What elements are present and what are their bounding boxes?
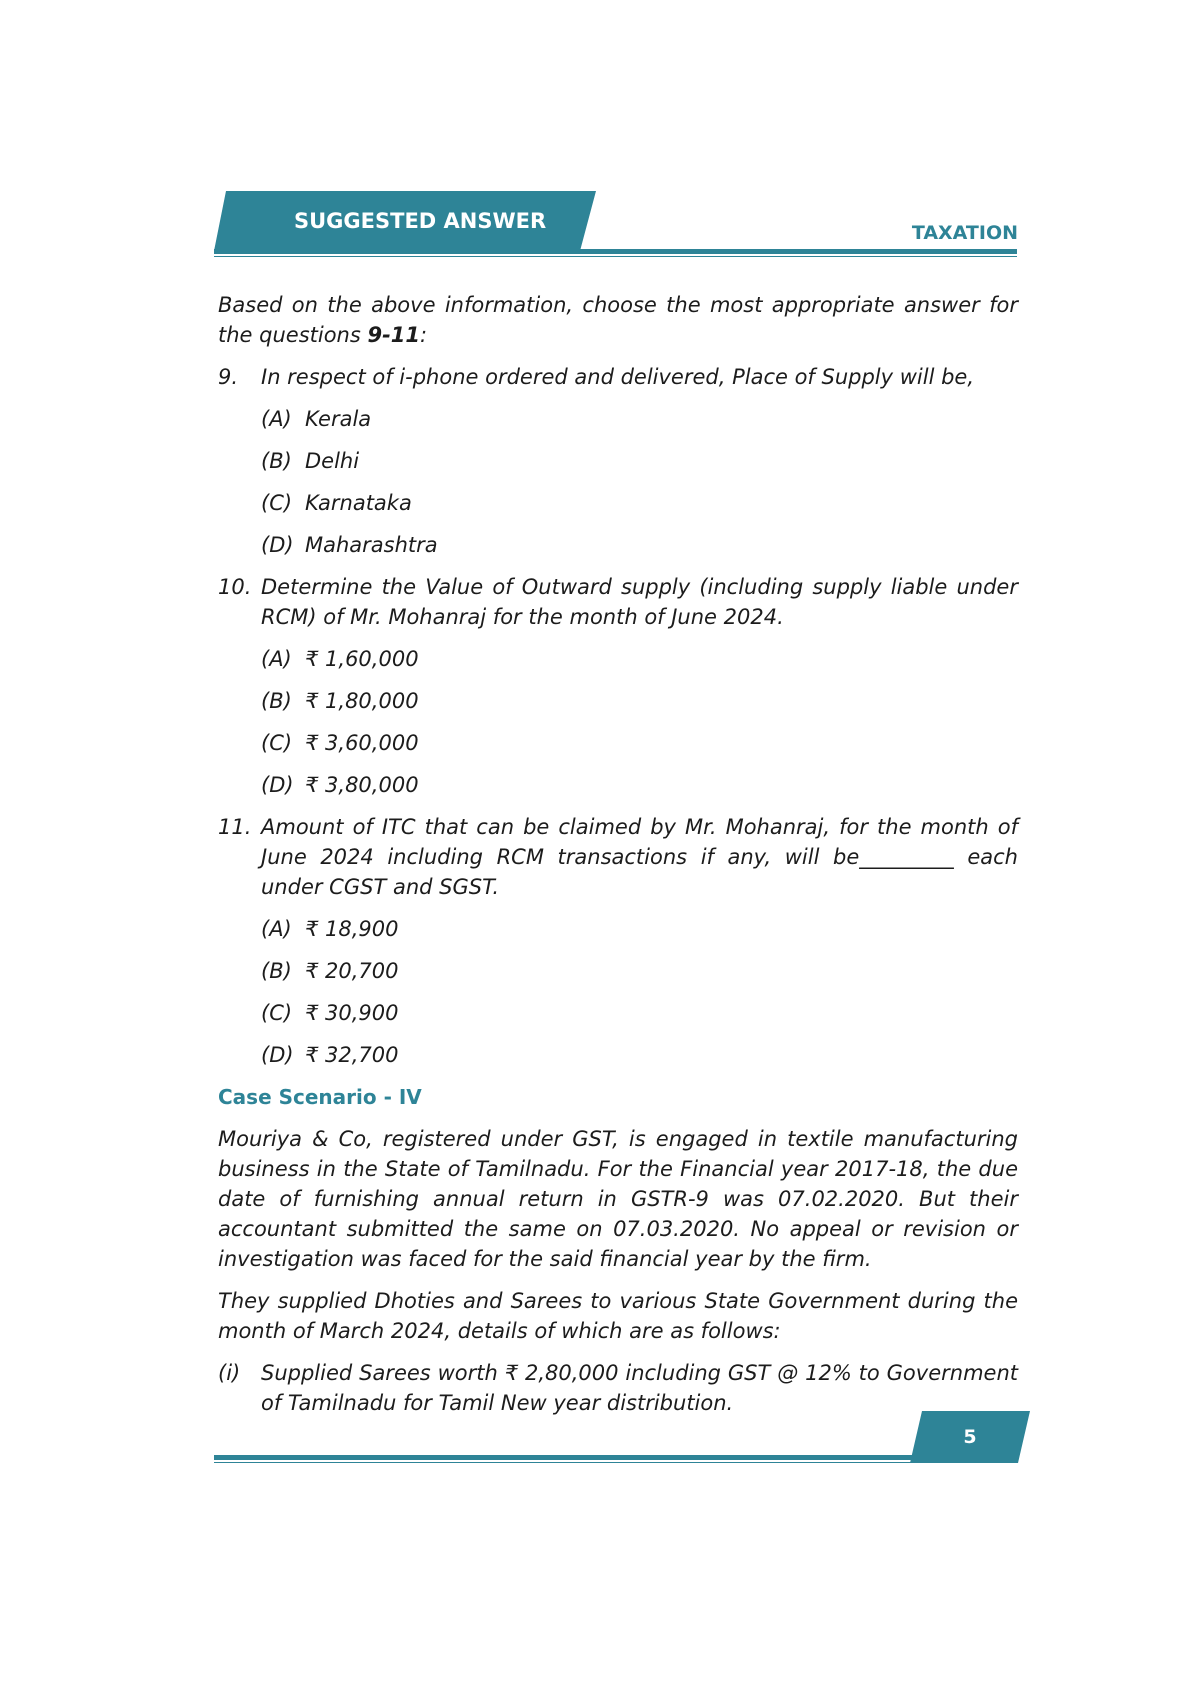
option-item: (A) ₹ 18,900	[261, 917, 399, 941]
question-10	[218, 572, 1018, 632]
question-11	[218, 812, 1018, 902]
option-item: (D) ₹ 32,700	[261, 1043, 399, 1067]
question-text: In respect of i-phone ordered and delivered, Place of Supply will be,	[261, 365, 975, 389]
case-scenario-heading: Case Scenario - IV	[218, 1085, 422, 1109]
footer-rule-thin	[214, 1462, 1017, 1463]
option-item: (B) ₹ 20,700	[261, 959, 399, 983]
question-9	[218, 362, 1018, 392]
question-number: 9.	[218, 365, 239, 389]
option-item: (D) ₹ 3,80,000	[261, 773, 419, 797]
header-rule	[214, 249, 1017, 254]
question-text: Amount of ITC that can be claimed by Mr. Mohanraj, for the month of June 2024 including RCM transactions if any, will be_________ each under CGST and SGST.	[261, 815, 1018, 899]
footer-rule	[214, 1455, 1017, 1460]
option-item: (A) Kerala	[261, 407, 372, 431]
option-item: (C) Karnataka	[261, 491, 412, 515]
page-content	[218, 290, 1018, 1430]
case-item-text: Supplied Sarees worth ₹ 2,80,000 including GST @ 12% to Government of Tamilnadu for Tamil New year distribution.	[261, 1361, 1018, 1415]
option-item: (C) ₹ 30,900	[261, 1001, 399, 1025]
option-item: (B) Delhi	[261, 449, 360, 473]
question-number: 11.	[218, 815, 252, 839]
case-paragraph: They supplied Dhoties and Sarees to various State Government during the month of March 2024, details of which are as follows:	[218, 1289, 1018, 1343]
header-banner-label: SUGGESTED ANSWER	[294, 209, 547, 233]
case-item	[218, 1358, 1018, 1418]
page-number: 5	[963, 1426, 977, 1448]
case-paragraph: Mouriya & Co, registered under GST, is engaged in textile manufacturing business in the State of Tamilnadu. For the Financial year 2017-18, the due date of furnishing annual return in GSTR-9 was 07.02.2020. But their accountant submitted the same on 07.03.2020. No appeal or revision or investigation was faced for the said financial year by the firm.	[218, 1127, 1018, 1271]
intro-paragraph: Based on the above information, choose the most appropriate answer for the questions 9-11:	[218, 293, 1018, 347]
option-item: (D) Maharashtra	[261, 533, 438, 557]
question-text: Determine the Value of Outward supply (including supply liable under RCM) of Mr. Mohanraj for the month of June 2024.	[261, 575, 1018, 629]
option-item: (B) ₹ 1,80,000	[261, 689, 419, 713]
option-item: (A) ₹ 1,60,000	[261, 647, 419, 671]
header-rule-thin	[214, 256, 1017, 257]
option-item: (C) ₹ 3,60,000	[261, 731, 419, 755]
section-title: TAXATION	[911, 222, 1018, 244]
question-number: 10.	[218, 575, 252, 599]
case-item-label: (i)	[218, 1361, 241, 1385]
